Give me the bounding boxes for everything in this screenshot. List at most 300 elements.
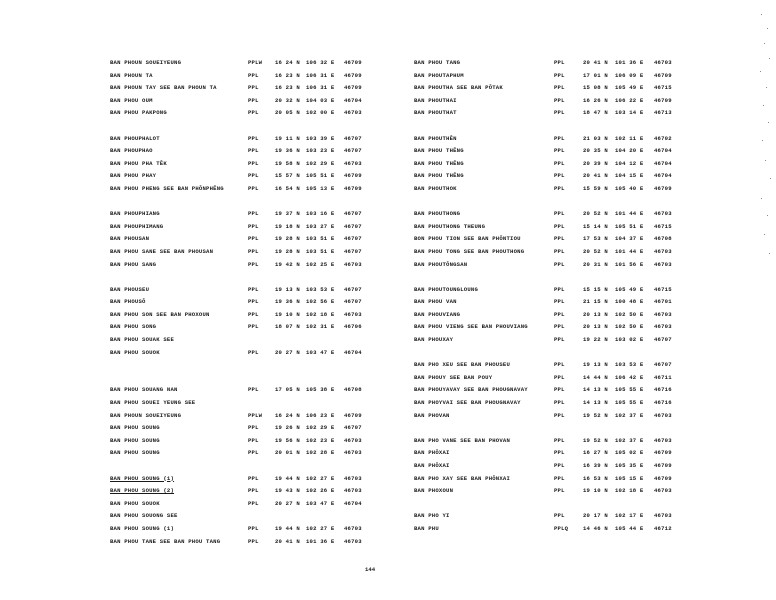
entry-code: 46704: [654, 147, 672, 155]
entry-lon: 103 27 E: [306, 222, 335, 230]
entry-name: BAN PHOU SOUEI YEUNG SEE: [110, 399, 196, 407]
entry-lon: 103 47 E: [306, 499, 335, 507]
entry-type: PPL: [554, 84, 565, 92]
entry-lon: 104 15 E: [615, 172, 644, 180]
entry-lon: 102 27 E: [306, 474, 335, 482]
entry-type: PPL: [248, 537, 259, 545]
entry-lat: 19 44 N: [275, 524, 300, 532]
entry-lon: 105 15 E: [615, 474, 644, 482]
entry-name: BAN PHOU SOUNG: [110, 424, 160, 432]
entry-type: PPLW: [248, 411, 263, 419]
entry-lon: 105 13 E: [306, 184, 335, 192]
entry-lon: 103 23 E: [306, 147, 335, 155]
entry-lon: 103 53 E: [306, 285, 335, 293]
entry-lon: 101 44 E: [615, 247, 644, 255]
entry-name: BAN PHU: [414, 524, 439, 532]
entry-lat: 16 26 N: [583, 96, 608, 104]
entry-lat: 20 41 N: [583, 172, 608, 180]
entry-name: BAN PHOUTHOK: [414, 184, 457, 192]
entry-lat: 20 05 N: [275, 109, 300, 117]
entry-lon: 104 20 E: [615, 147, 644, 155]
entry-code: 46709: [344, 172, 362, 180]
entry-lon: 102 50 E: [615, 310, 644, 318]
entry-type: PPL: [248, 159, 259, 167]
entry-lat: 20 32 N: [275, 96, 300, 104]
entry-code: 46707: [344, 298, 362, 306]
entry-code: 46703: [654, 210, 672, 218]
entry-name: BAN PHOUPHALOT: [110, 134, 160, 142]
entry-code: 46707: [344, 285, 362, 293]
entry-lon: 103 51 E: [306, 247, 335, 255]
entry-code: 46709: [344, 411, 362, 419]
entry-type: PPL: [554, 184, 565, 192]
entry-lat: 16 53 N: [583, 474, 608, 482]
entry-type: PPL: [248, 323, 259, 331]
entry-lat: 21 03 N: [583, 134, 608, 142]
entry-name: BAN PHOUPHIMANG: [110, 222, 164, 230]
entry-name: BAN PHO VANE SEE BAN PHOVAN: [414, 436, 511, 444]
entry-lon: 106 23 E: [306, 411, 335, 419]
entry-code: 46706: [344, 323, 362, 331]
entry-lon: 106 42 E: [615, 373, 644, 381]
entry-type: PPL: [554, 449, 565, 457]
entry-code: 46703: [344, 159, 362, 167]
entry-lon: 106 31 E: [306, 84, 335, 92]
entry-code: 46715: [654, 84, 672, 92]
entry-name: BAN PHOUTAPHUM: [414, 71, 464, 79]
entry-name: BAN PHOUSAN: [110, 235, 150, 243]
entry-name: BAN PHOU SOUNG: [110, 449, 160, 457]
entry-type: PPL: [248, 96, 259, 104]
entry-lon: 106 32 E: [306, 59, 335, 66]
entry-type: PPL: [248, 222, 259, 230]
entry-lon: 105 38 E: [306, 386, 335, 394]
entry-name: BAN PHOUYAVAY SEE BAN PHOUGNAVAY: [414, 386, 528, 394]
entry-lon: 102 17 E: [615, 512, 644, 520]
entry-code: 46703: [344, 310, 362, 318]
entry-lat: 20 31 N: [583, 260, 608, 268]
entry-name: BAN PHOUSEU: [110, 285, 150, 293]
entry-type: PPL: [248, 84, 259, 92]
entry-name: BAN PHOUPHAO: [110, 147, 153, 155]
entry-lat: 18 47 N: [583, 109, 608, 117]
entry-type: PPL: [248, 134, 259, 142]
entry-lon: 102 00 E: [306, 109, 335, 117]
entry-type: PPL: [248, 424, 259, 432]
entry-name: BAN PHÔXAI: [414, 462, 450, 469]
entry-name: BAN PHOUN TA: [110, 71, 153, 79]
entry-name: BAN PHOU TONG SEE BAN PHOUTHONG: [414, 247, 525, 255]
entry-lat: 19 42 N: [275, 260, 300, 268]
entry-lat: 19 26 N: [275, 424, 300, 432]
entry-name: BAN PHOUN SOUEIYEUNG: [110, 411, 182, 419]
entry-type: PPL: [248, 147, 259, 155]
entry-lat: 20 52 N: [583, 247, 608, 255]
entry-lon: 102 50 E: [615, 323, 644, 331]
entry-type: PPL: [554, 323, 565, 331]
entry-lon: 103 47 E: [306, 348, 335, 356]
entry-code: 46707: [344, 235, 362, 243]
entry-lat: 17 05 N: [275, 386, 300, 394]
entry-code: 46708: [344, 386, 362, 394]
entry-lat: 16 27 N: [583, 449, 608, 457]
entry-type: PPL: [248, 71, 259, 79]
entry-type: PPL: [248, 172, 259, 180]
entry-type: PPL: [248, 436, 259, 444]
entry-type: PPL: [554, 361, 565, 369]
entry-lat: 20 35 N: [583, 147, 608, 155]
entry-name: BAN PHOU OUM: [110, 96, 153, 104]
entry-lon: 100 48 E: [615, 298, 644, 306]
entry-type: PPL: [554, 134, 565, 142]
entry-code: 46709: [654, 449, 672, 457]
entry-name: BAN PHOUN TAY SEE BAN PHOUN TA: [110, 84, 217, 92]
entry-type: PPL: [248, 285, 259, 293]
entry-lon: 102 18 E: [306, 310, 335, 318]
entry-lat: 19 36 N: [275, 298, 300, 306]
entry-code: 46716: [654, 386, 672, 394]
entry-lon: 101 36 E: [615, 59, 644, 66]
entry-name: BAN PHOU SONG: [110, 323, 157, 331]
entry-code: 46707: [344, 222, 362, 230]
entry-type: PPL: [248, 109, 259, 117]
entry-code: 46707: [654, 361, 672, 369]
entry-code: 46703: [654, 59, 672, 66]
entry-type: PPL: [248, 298, 259, 306]
entry-code: 46703: [654, 411, 672, 419]
entry-code: 46709: [344, 84, 362, 92]
entry-name: BAN PHOU VAN: [414, 298, 457, 306]
entry-type: PPL: [554, 512, 565, 520]
entry-code: 46704: [344, 348, 362, 356]
entry-lat: 15 08 N: [583, 84, 608, 92]
entry-lon: 104 37 E: [615, 235, 644, 243]
entry-code: 46704: [344, 499, 362, 507]
entry-lat: 16 39 N: [583, 462, 608, 469]
entry-name: BAN PHOU SOUNG (2): [110, 487, 175, 495]
entry-lat: 19 10 N: [583, 487, 608, 495]
entry-lon: 102 23 E: [306, 436, 335, 444]
entry-name: BAN PHOUPHIANG: [110, 210, 160, 218]
entry-name: BAN PHOUY SEE BAN POUY: [414, 373, 493, 381]
entry-name: BAN PHOUSÔ: [110, 298, 146, 306]
entry-code: 46703: [654, 487, 672, 495]
entry-name: BAN PHOU SANE SEE BAN PHOUSAN: [110, 247, 214, 255]
entry-type: PPL: [554, 71, 565, 79]
entry-lat: 16 23 N: [275, 71, 300, 79]
entry-type: PPL: [248, 247, 259, 255]
entry-type: PPL: [554, 298, 565, 306]
entry-name: BON PHOU TION SEE BAN PHÔNTIOU: [414, 235, 521, 243]
entry-lon: 101 56 E: [615, 260, 644, 268]
entry-lat: 15 59 N: [583, 184, 608, 192]
entry-lat: 17 01 N: [583, 71, 608, 79]
entry-code: 46704: [654, 159, 672, 167]
entry-name: BAN PHOUTHÊN: [414, 134, 457, 142]
entry-name: BAN PHOUTHONG: [414, 210, 461, 218]
entry-code: 46716: [654, 399, 672, 407]
entry-code: 46703: [344, 449, 362, 457]
entry-name: BAN PHOU SOUOK: [110, 348, 160, 356]
entry-lon: 105 02 E: [615, 449, 644, 457]
entry-code: 46715: [654, 285, 672, 293]
entry-lat: 19 52 N: [583, 436, 608, 444]
entry-code: 46712: [654, 524, 672, 532]
entry-name: BAN PHO XEU SEE BAN PHOUSEU: [414, 361, 511, 369]
entry-type: PPL: [554, 462, 565, 469]
entry-code: 46707: [344, 424, 362, 432]
entry-type: PPL: [554, 373, 565, 381]
entry-type: PPL: [554, 260, 565, 268]
entry-lon: 106 09 E: [615, 71, 644, 79]
entry-code: 46703: [344, 436, 362, 444]
page-number: 144: [365, 566, 376, 573]
entry-name: BAN PHOYVAI SEE BAN PHOUGNAVAY: [414, 399, 521, 407]
entry-type: PPL: [554, 386, 565, 394]
entry-name: BAN PHOU THÊNG: [414, 159, 464, 167]
entry-type: PPL: [554, 399, 565, 407]
entry-type: PPL: [554, 247, 565, 255]
entry-type: PPL: [554, 159, 565, 167]
entry-code: 46703: [654, 512, 672, 520]
entry-type: PPL: [248, 184, 259, 192]
entry-code: 46703: [654, 310, 672, 318]
entry-lat: 20 13 N: [583, 323, 608, 331]
entry-lon: 105 49 E: [615, 285, 644, 293]
entry-lon: 102 26 E: [306, 487, 335, 495]
entry-code: 46702: [654, 134, 672, 142]
entry-name: BAN PHOUTHONG THEUNG: [414, 222, 486, 230]
entry-code: 46703: [654, 323, 672, 331]
entry-type: PPL: [248, 348, 259, 356]
entry-lon: 102 29 E: [306, 424, 335, 432]
entry-name: BAN PHOU SOUANG NAN: [110, 386, 178, 394]
entry-type: PPL: [554, 210, 565, 218]
entry-lat: 19 10 N: [275, 310, 300, 318]
entry-name: BAN PHOUTHA SEE BAN PÔTAK: [414, 84, 503, 92]
entry-code: 46703: [344, 109, 362, 117]
entry-name: BAN PHOU PHAY: [110, 172, 157, 180]
entry-lon: 101 36 E: [306, 537, 335, 545]
entry-lat: 19 11 N: [275, 134, 300, 142]
entry-lon: 105 55 E: [615, 386, 644, 394]
entry-lon: 105 44 E: [615, 524, 644, 532]
entry-type: PPL: [554, 285, 565, 293]
entry-code: 46704: [654, 172, 672, 180]
entry-name: BAN PHOU SOUNG (1): [110, 474, 175, 482]
entry-name: BAN PHO XAY SEE BAN PHÔNXAI: [414, 474, 511, 482]
entry-lon: 102 56 E: [306, 298, 335, 306]
entry-type: PPL: [554, 235, 565, 243]
entry-code: 46707: [344, 210, 362, 218]
entry-name: BAN PHOU SOUONG SEE: [110, 512, 178, 520]
scan-margin-specks: [758, 10, 772, 270]
entry-code: 46709: [344, 59, 362, 66]
entry-lon: 104 12 E: [615, 159, 644, 167]
entry-lon: 105 55 E: [615, 399, 644, 407]
entry-code: 46703: [344, 537, 362, 545]
entry-lon: 103 16 E: [306, 210, 335, 218]
entry-lon: 103 02 E: [615, 336, 644, 344]
entry-name: BAN PHOUVIANG: [414, 310, 461, 318]
entry-lon: 102 28 E: [306, 449, 335, 457]
entry-name: BAN PHOU TANG: [414, 59, 461, 66]
entry-type: PPL: [554, 436, 565, 444]
entry-type: PPL: [248, 260, 259, 268]
entry-type: PPL: [554, 411, 565, 419]
entry-name: BAN PHOU SOUAK SEE: [110, 336, 175, 344]
entry-lon: 102 31 E: [306, 323, 335, 331]
entry-type: PPL: [554, 59, 565, 66]
entry-type: PPL: [248, 499, 259, 507]
entry-lat: 19 18 N: [275, 222, 300, 230]
entry-lat: 19 52 N: [583, 411, 608, 419]
entry-code: 46709: [654, 96, 672, 104]
entry-lat: 20 52 N: [583, 210, 608, 218]
entry-lon: 102 37 E: [615, 411, 644, 419]
entry-lat: 19 37 N: [275, 210, 300, 218]
entry-type: PPL: [554, 336, 565, 344]
entry-lat: 20 27 N: [275, 348, 300, 356]
entry-code: 46709: [344, 71, 362, 79]
entry-code: 46703: [654, 247, 672, 255]
entry-lon: 103 51 E: [306, 235, 335, 243]
entry-code: 46703: [344, 524, 362, 532]
entry-name: BAN PHOU TANE SEE BAN PHOU TANG: [110, 537, 221, 545]
entry-type: PPL: [248, 449, 259, 457]
entry-type: PPL: [554, 222, 565, 230]
entry-lon: 106 22 E: [615, 96, 644, 104]
entry-name: BAN PHOUTHAI: [414, 96, 457, 104]
entry-lat: 19 22 N: [583, 336, 608, 344]
entry-lat: 14 13 N: [583, 399, 608, 407]
entry-name: BAN PHOUTOUNGLOUNG: [414, 285, 479, 293]
entry-lon: 106 31 E: [306, 71, 335, 79]
entry-lat: 19 13 N: [275, 285, 300, 293]
entry-lat: 19 43 N: [275, 487, 300, 495]
entry-code: 46703: [344, 487, 362, 495]
entry-lat: 19 44 N: [275, 474, 300, 482]
entry-name: BAN PHOU SOUNG: [110, 436, 160, 444]
entry-code: 46704: [344, 96, 362, 104]
entry-code: 46707: [344, 247, 362, 255]
entry-code: 46707: [654, 336, 672, 344]
entry-type: PPL: [248, 524, 259, 532]
entry-type: PPL: [248, 310, 259, 318]
entry-lon: 105 51 E: [615, 222, 644, 230]
entry-lat: 16 24 N: [275, 411, 300, 419]
entry-lon: 104 03 E: [306, 96, 335, 104]
entry-lat: 16 24 N: [275, 59, 300, 66]
entry-lat: 16 23 N: [275, 84, 300, 92]
entry-lon: 102 25 E: [306, 260, 335, 268]
entry-lat: 20 41 N: [583, 59, 608, 66]
entry-type: PPL: [554, 310, 565, 318]
entry-code: 46703: [654, 260, 672, 268]
entry-lat: 19 13 N: [583, 361, 608, 369]
entry-lon: 102 18 E: [615, 487, 644, 495]
entry-lat: 14 13 N: [583, 386, 608, 394]
entry-name: BAN PHOUXAY: [414, 336, 454, 344]
entry-name: BAN PHOUN SOUEIYEUNG: [110, 59, 182, 66]
entry-lat: 20 01 N: [275, 449, 300, 457]
entry-type: PPL: [248, 487, 259, 495]
entry-type: PPL: [554, 487, 565, 495]
entry-code: 46701: [654, 298, 672, 306]
entry-name: BAN PHOU SOUNG (1): [110, 524, 175, 532]
entry-type: PPL: [554, 96, 565, 104]
entry-name: BAN PHOU PHENG SEE BAN PHÔNPHÊNG: [110, 184, 224, 192]
entry-name: BAN PHOU THÊNG: [414, 147, 464, 155]
entry-lat: 20 41 N: [275, 537, 300, 545]
entry-lon: 103 53 E: [615, 361, 644, 369]
entry-code: 46715: [654, 222, 672, 230]
entry-lat: 19 36 N: [275, 147, 300, 155]
entry-lat: 19 58 N: [275, 159, 300, 167]
entry-type: PPL: [554, 109, 565, 117]
entry-lon: 102 37 E: [615, 436, 644, 444]
entry-name: BAN PHO YI: [414, 512, 450, 520]
entry-code: 46709: [654, 184, 672, 192]
entry-code: 46703: [654, 436, 672, 444]
entry-name: BAN PHOU PAKPONG: [110, 109, 167, 117]
entry-lon: 105 51 E: [306, 172, 335, 180]
entry-name: BAN PHOU SANG: [110, 260, 157, 268]
entry-lat: 18 07 N: [275, 323, 300, 331]
entry-type: PPL: [554, 474, 565, 482]
entry-type: PPLQ: [554, 524, 569, 532]
entry-code: 46703: [344, 474, 362, 482]
entry-name: BAN PHOU THÊNG: [414, 172, 464, 180]
entry-type: PPL: [248, 474, 259, 482]
entry-code: 46709: [654, 71, 672, 79]
entry-code: 46709: [344, 184, 362, 192]
entry-type: PPL: [248, 235, 259, 243]
entry-lon: 105 49 E: [615, 84, 644, 92]
entry-type: PPL: [248, 210, 259, 218]
entry-lat: 20 13 N: [583, 310, 608, 318]
entry-lat: 14 46 N: [583, 524, 608, 532]
entry-name: BAN PHOU SOUOK: [110, 499, 160, 507]
entry-lon: 102 27 E: [306, 524, 335, 532]
entry-lat: 19 28 N: [275, 235, 300, 243]
entry-type: PPL: [554, 147, 565, 155]
entry-name: BAN PHOU VIENG SEE BAN PHOUVIANG: [414, 323, 528, 331]
entry-type: PPL: [248, 386, 259, 394]
entry-lat: 19 28 N: [275, 247, 300, 255]
entry-name: BAN PHÔXAI: [414, 449, 450, 457]
entry-lat: 20 17 N: [583, 512, 608, 520]
entry-code: 46707: [344, 147, 362, 155]
entry-lat: 16 54 N: [275, 184, 300, 192]
entry-type: PPLW: [248, 59, 263, 66]
entry-lon: 103 39 E: [306, 134, 335, 142]
entry-type: PPL: [554, 172, 565, 180]
entry-code: 46708: [654, 235, 672, 243]
entry-lat: 15 15 N: [583, 285, 608, 293]
entry-name: BAN PHOU PHA TÊK: [110, 159, 167, 167]
entry-lon: 105 40 E: [615, 184, 644, 192]
entry-code: 46711: [654, 373, 672, 381]
entry-lon: 103 14 E: [615, 109, 644, 117]
entry-code: 46713: [654, 109, 672, 117]
entry-name: BAN PHOUTHAT: [414, 109, 457, 117]
entry-code: 46709: [654, 474, 672, 482]
entry-lon: 105 35 E: [615, 462, 644, 469]
entry-code: 46703: [344, 260, 362, 268]
entry-code: 46709: [654, 462, 672, 469]
entry-lon: 102 29 E: [306, 159, 335, 167]
